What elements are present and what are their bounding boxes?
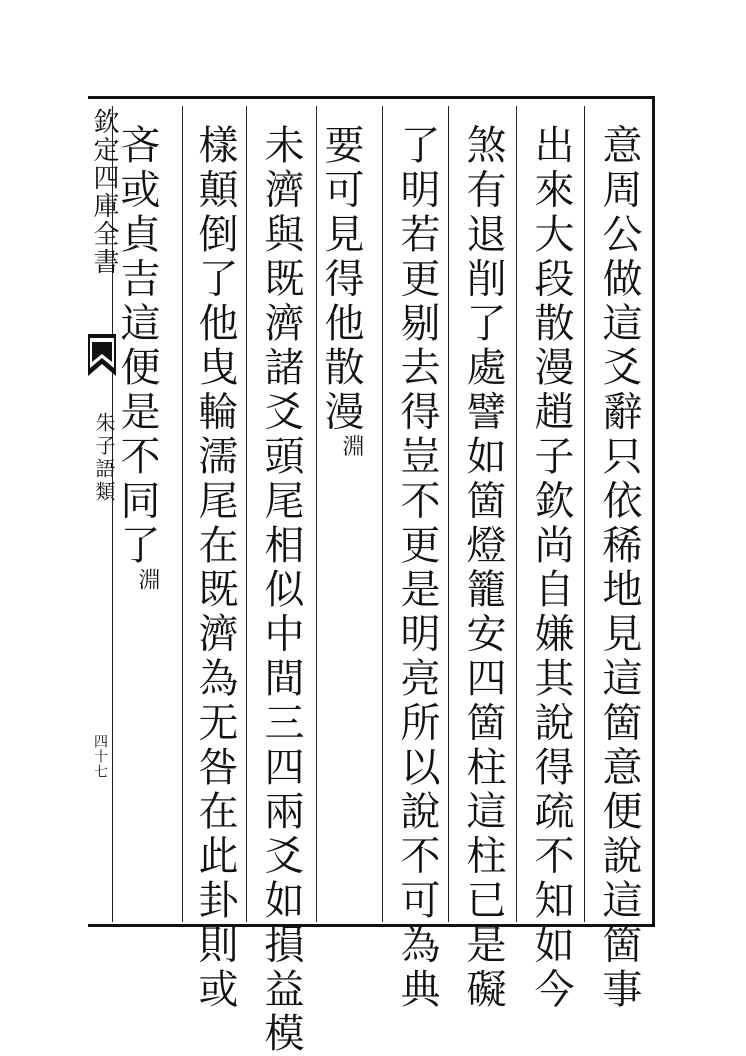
- column-text: 意周公做這爻辭只依稀地見這箇意便說這箇事: [596, 124, 642, 1012]
- column-rule: [584, 106, 585, 922]
- source-note: 淵: [135, 568, 160, 592]
- text-column-7: [190, 124, 240, 1012]
- text-column-6: [256, 124, 306, 1056]
- frame-right-border: [652, 96, 655, 927]
- text-column-5: [318, 124, 376, 459]
- column-text: 了明若更剔去得豈不更是明亮所以說不可為典: [394, 124, 440, 1012]
- margin-title: 欽定四庫全書: [89, 108, 119, 276]
- text-column-8: [114, 124, 172, 592]
- column-rule: [382, 106, 383, 922]
- text-column-3: [458, 124, 508, 1012]
- column-rule: [246, 106, 247, 922]
- source-note: 淵: [339, 434, 364, 459]
- column-rule: [516, 106, 517, 922]
- column-rule: [182, 106, 183, 922]
- frame-top-border: [88, 96, 654, 99]
- text-column-1: [594, 124, 644, 1012]
- column-text: 未濟與既濟諸爻頭尾相似中間三四兩爻如損益模: [258, 124, 304, 1056]
- column-text: 煞有退削了處譬如箇燈籠安四箇柱這柱已是礙: [460, 124, 506, 1012]
- text-column-4: [392, 124, 442, 1012]
- column-text: 要可見得他散漫: [318, 124, 364, 435]
- margin-book-title: 朱子語類: [92, 412, 116, 504]
- column-text: 吝或貞吉這便是不同了: [114, 124, 160, 568]
- column-rule: [448, 106, 449, 922]
- margin-page-number: 四十七: [92, 734, 108, 779]
- column-text: 樣顛倒了他曳輪濡尾在既濟為无咎在此卦則或: [192, 124, 238, 1012]
- text-column-2: [526, 124, 576, 1012]
- column-text: 出來大段散漫趙子欽尚自嫌其說得疏不知如今: [528, 124, 574, 1012]
